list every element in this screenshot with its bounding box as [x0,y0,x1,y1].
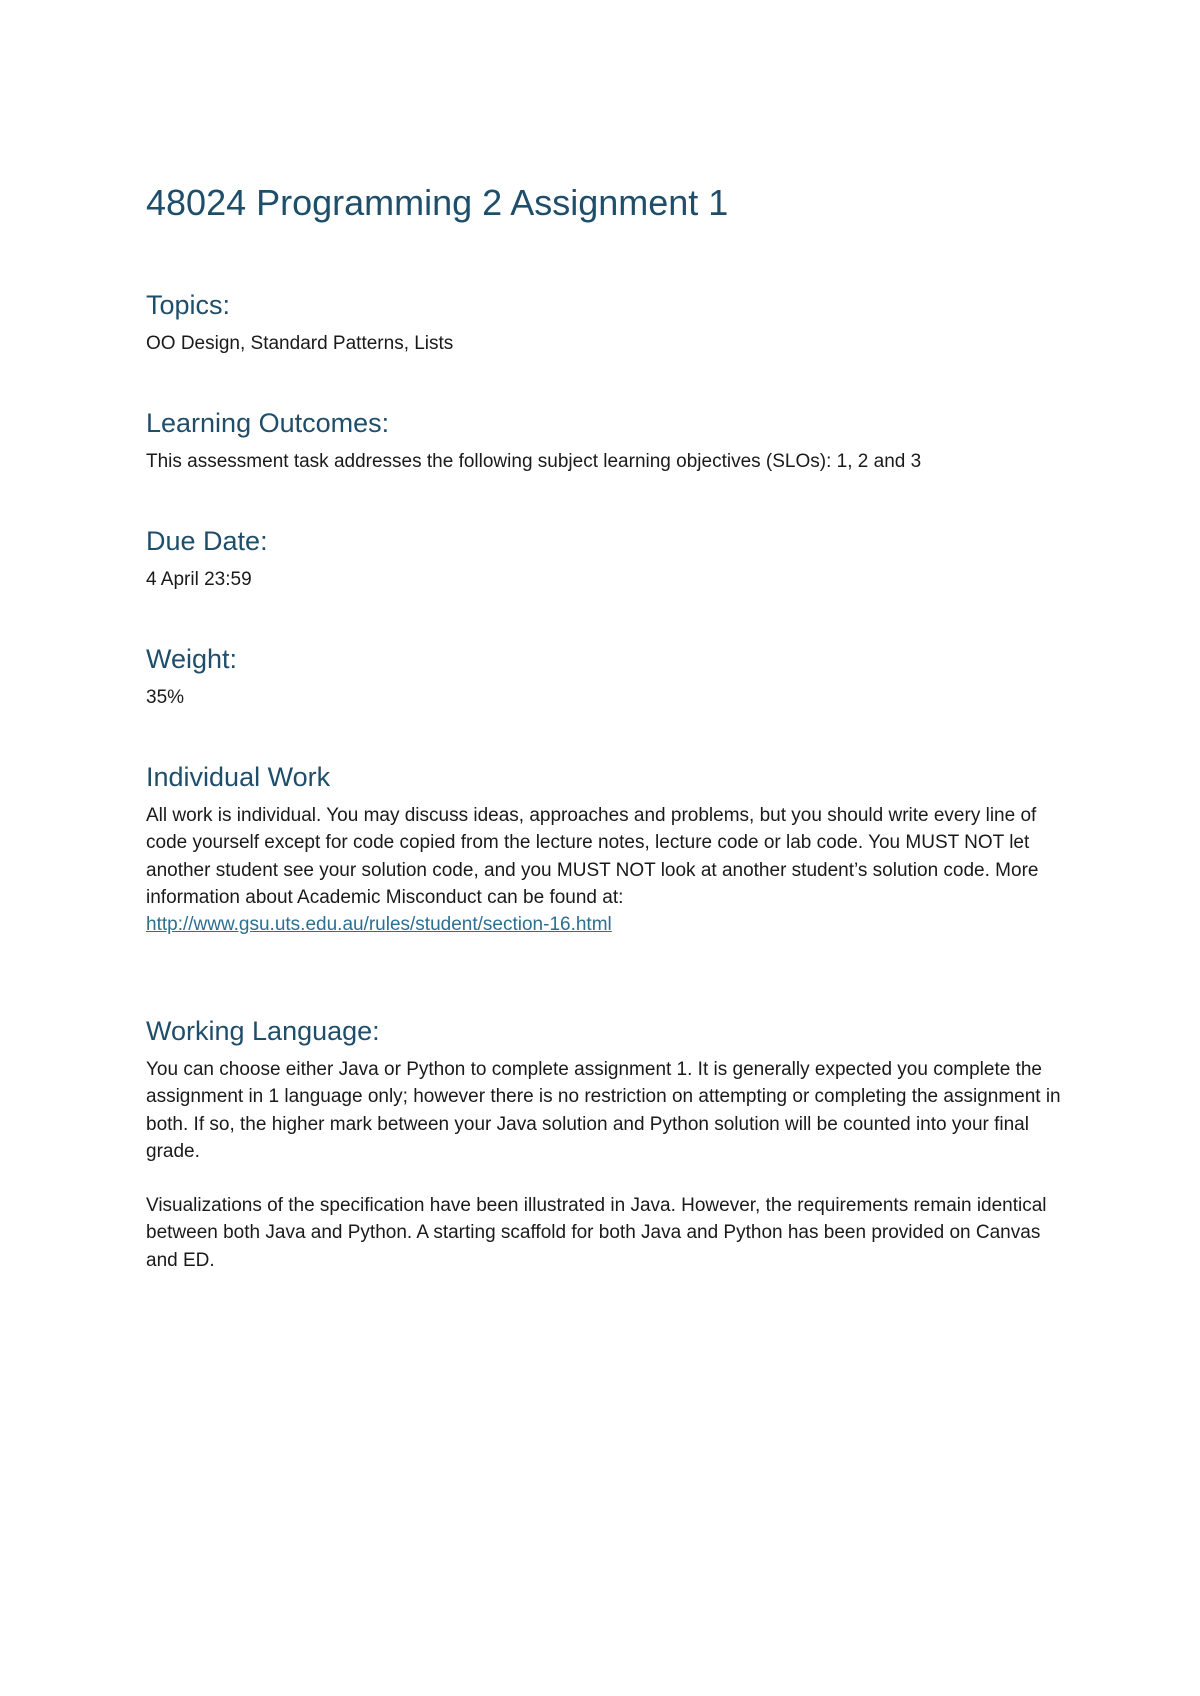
academic-misconduct-link[interactable]: http://www.gsu.uts.edu.au/rules/student/section-16.html [146,914,612,936]
working-language-section [146,1014,1071,1274]
weight-heading: Weight: [146,644,238,674]
topics-section [146,288,1066,357]
document-title: 48024 Programming 2 Assignment 1 [146,182,729,223]
topics-heading: Topics: [146,290,231,320]
learning-outcomes-heading: Learning Outcomes: [146,408,390,438]
individual-work-text: All work is individual. You may discuss ideas, approaches and problems, but you should write every line of code yourself except for code copied from the lecture notes, lecture code or lab code. You MUST NOT let another student see your solution code, and you MUST NOT look at another student’s solution code. More information about Academic Misconduct can be found at: [146,805,1039,908]
learning-outcomes-section [146,406,1066,475]
weight-section [146,642,1066,711]
due-date-text: 4 April 23:59 [146,569,252,590]
working-language-heading: Working Language: [146,1016,380,1046]
working-language-paragraph-1: You can choose either Java or Python to complete assignment 1. It is generally expected you complete the assignment in 1 language only; however there is no restriction on attempting or completing the assignment in both. If so, the higher mark between your Java solution and Python solution will be counted into your final grade. [146,1059,1061,1162]
learning-outcomes-text: This assessment task addresses the following subject learning objectives (SLOs): 1, 2 and 3 [146,451,922,472]
due-date-heading: Due Date: [146,526,268,556]
topics-text: OO Design, Standard Patterns, Lists [146,333,454,354]
due-date-section [146,524,1066,593]
working-language-paragraph-2: Visualizations of the specification have been illustrated in Java. However, the requirements remain identical between both Java and Python. A starting scaffold for both Java and Python has been provided on Canvas and ED. [146,1195,1047,1271]
individual-work-section [146,760,1046,938]
weight-text: 35% [146,687,185,708]
individual-work-heading: Individual Work [146,762,331,792]
